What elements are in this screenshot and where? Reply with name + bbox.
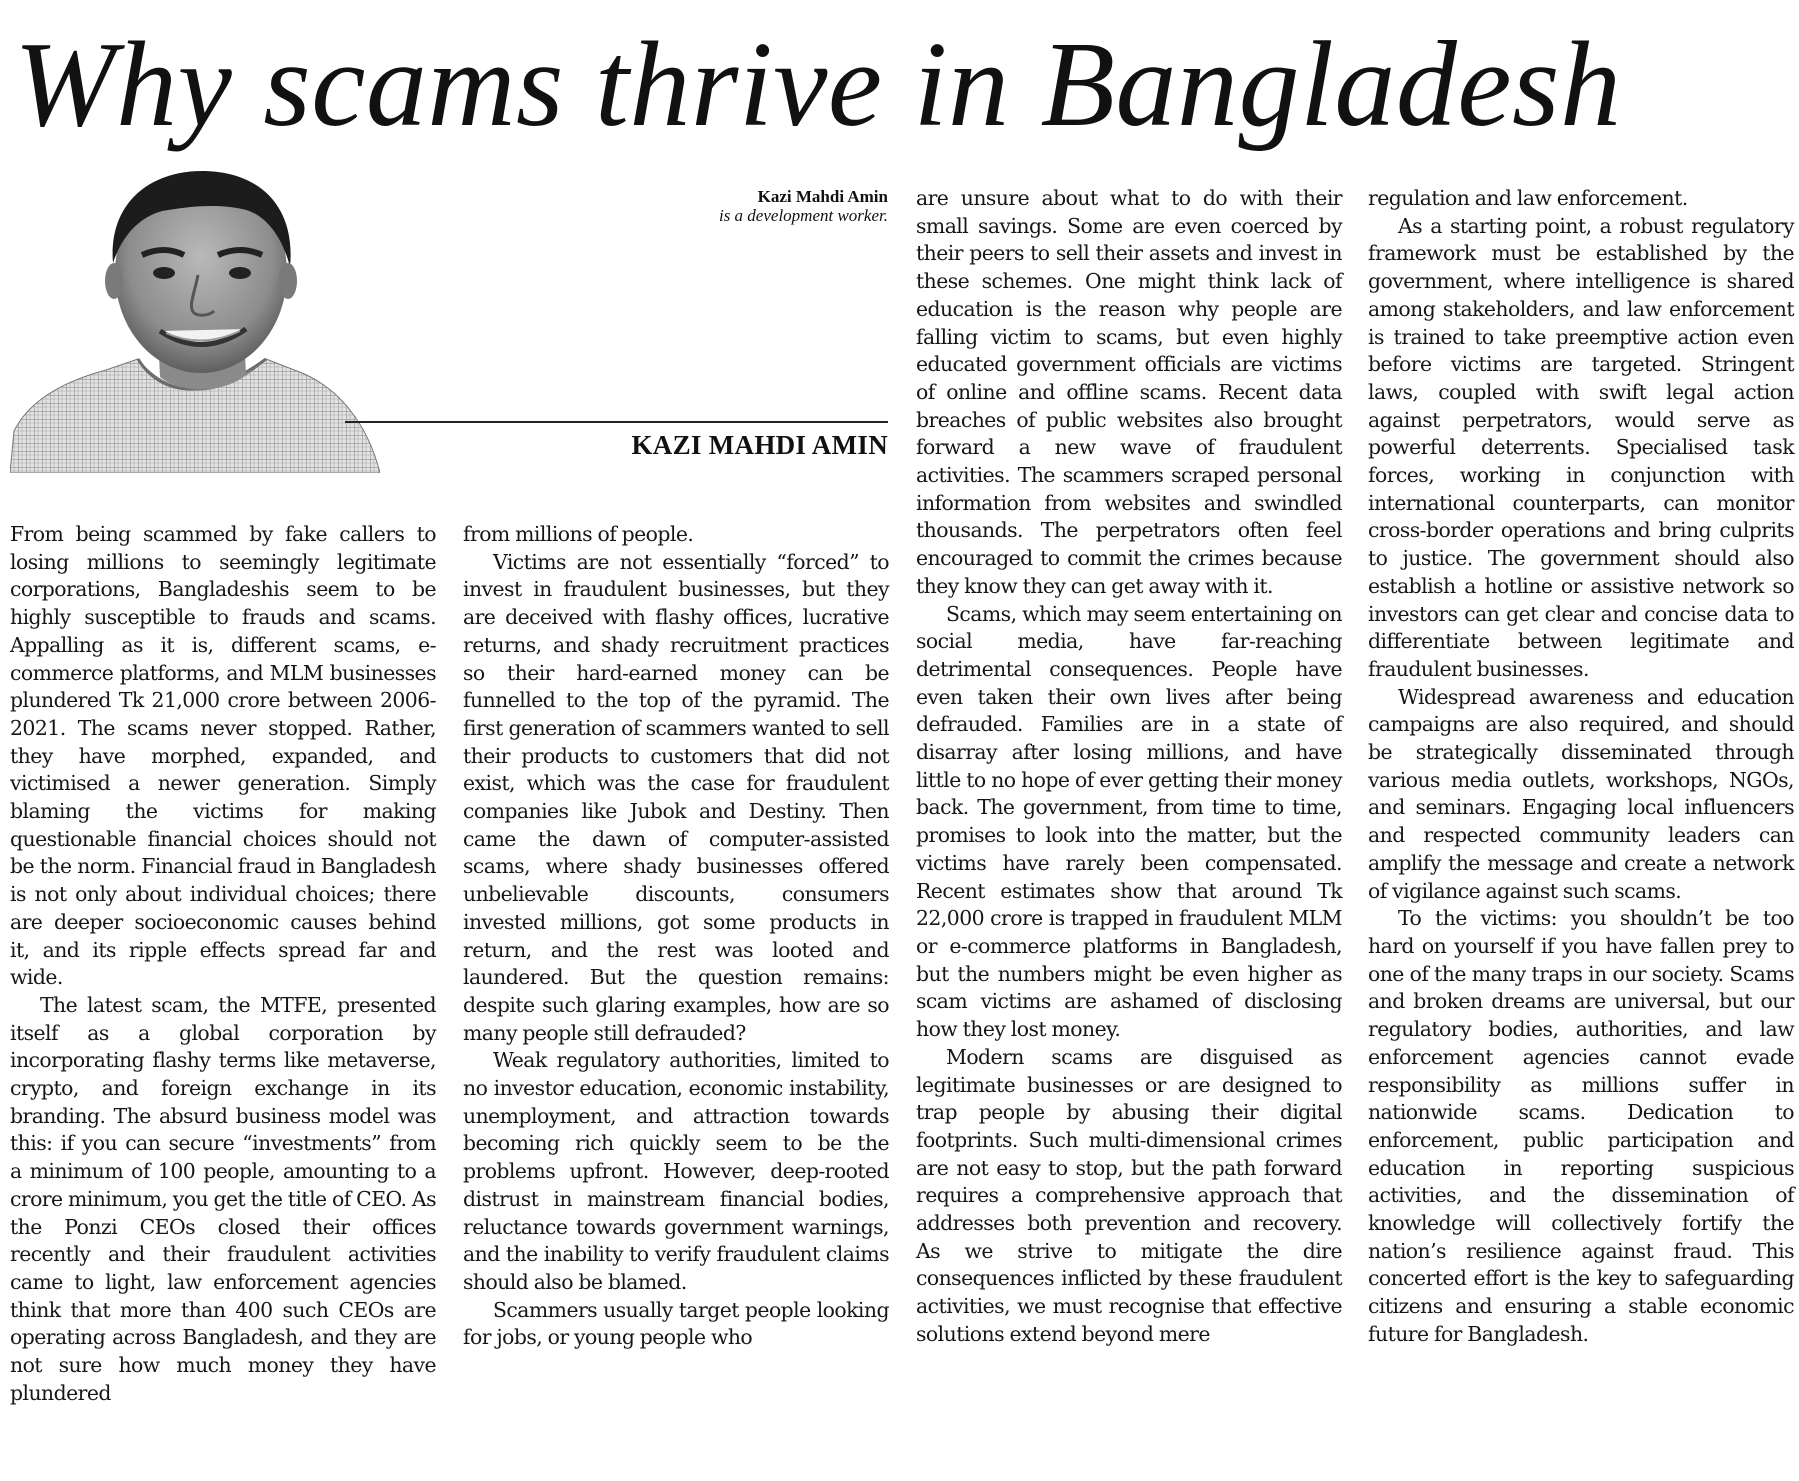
paragraph: Scams, which may seem entertaining on social media, have far-reaching detrimental consequences. People have even taken their own lives after being defrauded. Families are in a state of disarray after losing millions, and have little to no hope of ever getting their money back. The government, from time to time, promises to look into the matter, but the victims have rarely been compensated. Recent estimates show that around Tk 22,000 crore is trapped in fraudulent MLM or e-commerce platforms in Bangladesh, but the numbers might be even higher as scam victims are ashamed of disclosing how they lost money. — [916, 601, 1342, 1042]
byline-name: Kazi Mahdi Amin — [757, 187, 888, 206]
headline: Why scams thrive in Bangladesh — [14, 17, 1622, 152]
article-column-3 — [916, 185, 1342, 1471]
paragraph: The latest scam, the MTFE, presented itself as a global corporation by incorporating flashy terms like metaverse, crypto, and foreign exchange in its branding. The absurd business model was this: if you can secure “investments” from a minimum of 100 people, amounting to a crore minimum, you get the title of CEO. As the Ponzi CEOs closed their offices recently and their fraudulent activities came to light, law enforcement agencies think that more than 400 such CEOs are operating across Bangladesh, and they are not sure how much money they have plundered — [10, 992, 436, 1405]
author-divider — [345, 421, 888, 423]
article-column-1 — [10, 521, 436, 1471]
paragraph: As a starting point, a robust regulatory framework must be established by the government, where intelligence is shared among stakeholders, and law enforcement is trained to take preemptive action even before victims are targeted. Stringent laws, coupled with swift legal action against perpetrators, would serve as powerful deterrents. Specialised task forces, working in conjunction with international counterparts, can monitor cross-border operations and bring culprits to justice. The government should also establish a hotline or assistive network so investors can get clear and concise data to differentiate between legitimate and fraudulent businesses. — [1368, 213, 1794, 681]
paragraph: are unsure about what to do with their small savings. Some are even coerced by their peers to sell their assets and invest in these schemes. One might think lack of education is the reason why people are falling victim to scams, but even highly educated government officials are victims of online and offline scams. Recent data breaches of public websites also brought forward a new wave of fraudulent activities. The scammers scraped personal information from websites and swindled thousands. The perpetrators often feel encouraged to commit the crimes because they know they can get away with it. — [916, 186, 1342, 598]
paragraph: From being scammed by fake callers to losing millions to seemingly legitimate corporations, Bangladeshis seem to be highly susceptible to frauds and scams. Appalling as it is, different scams, e-commerce platforms, and MLM businesses plundered Tk 21,000 crore between 2006-2021. The scams never stopped. Rather, they have morphed, expanded, and victimised a newer generation. Simply blaming the victims for making questionable financial choices should not be the norm. Financial fraud in Bangladesh is not only about individual choices; there are deeper socioeconomic causes behind it, and its ripple effects spread far and wide. — [10, 522, 436, 990]
paragraph: To the victims: you shouldn’t be too hard on yourself if you have fallen prey to one of the many traps in our society. Scams and broken dreams are universal, but our regulatory bodies, authorities, and law enforcement agencies cannot evade responsibility as millions suffer in nationwide scams. Dedication to enforcement, public participation and education in reporting suspicious activities, and the dissemination of knowledge will collectively fortify the nation’s resilience against fraud. This concerted effort is the key to safeguarding citizens and ensuring a stable economic future for Bangladesh. — [1368, 906, 1794, 1346]
author-name: KAZI MAHDI AMIN — [631, 430, 888, 460]
paragraph: Widespread awareness and education campaigns are also required, and should be strategically disseminated through various media outlets, workshops, NGOs, and seminars. Engaging local influencers and respected community leaders can amplify the message and create a network of vigilance against such scams. — [1368, 684, 1794, 903]
author-photo — [10, 163, 380, 473]
article-column-4 — [1368, 185, 1794, 1471]
paragraph: regulation and law enforcement. — [1368, 186, 1688, 210]
paragraph: Modern scams are disguised as legitimate businesses or are designed to trap people by abusing their digital footprints. Such multi-dimensional crimes are not easy to stop, but the path forward requires a comprehensive approach that addresses both prevention and recovery. As we strive to mitigate the dire consequences inflicted by these fraudulent activities, we must recognise that effective solutions extend beyond mere — [916, 1044, 1342, 1346]
paragraph: Victims are not essentially “forced” to invest in fraudulent businesses, but they are deceived with flashy offices, lucrative returns, and shady recruitment practices so their hard-earned money can be funnelled to the top of the pyramid. The first generation of scammers wanted to sell their products to customers that did not exist, which was the case for fraudulent companies like Jubok and Destiny. Then came the dawn of computer-assisted scams, where shady businesses offered unbelievable discounts, consumers invested millions, got some products in return, and the rest was looted and laundered. But the question remains: despite such glaring examples, how are so many people still defrauded? — [463, 549, 889, 1045]
paragraph: Scammers usually target people looking for jobs, or young people who — [463, 1297, 889, 1350]
paragraph: Weak regulatory authorities, limited to no investor education, economic instability, unemployment, and attraction towards becoming rich quickly seem to be the problems upfront. However, deep-rooted distrust in mainstream financial bodies, reluctance towards government warnings, and the inability to verify fraudulent claims should also be blamed. — [463, 1048, 889, 1294]
paragraph: from millions of people. — [463, 522, 694, 546]
byline — [600, 187, 888, 225]
article-column-2 — [463, 521, 889, 1471]
byline-role: is a development worker. — [718, 206, 888, 225]
